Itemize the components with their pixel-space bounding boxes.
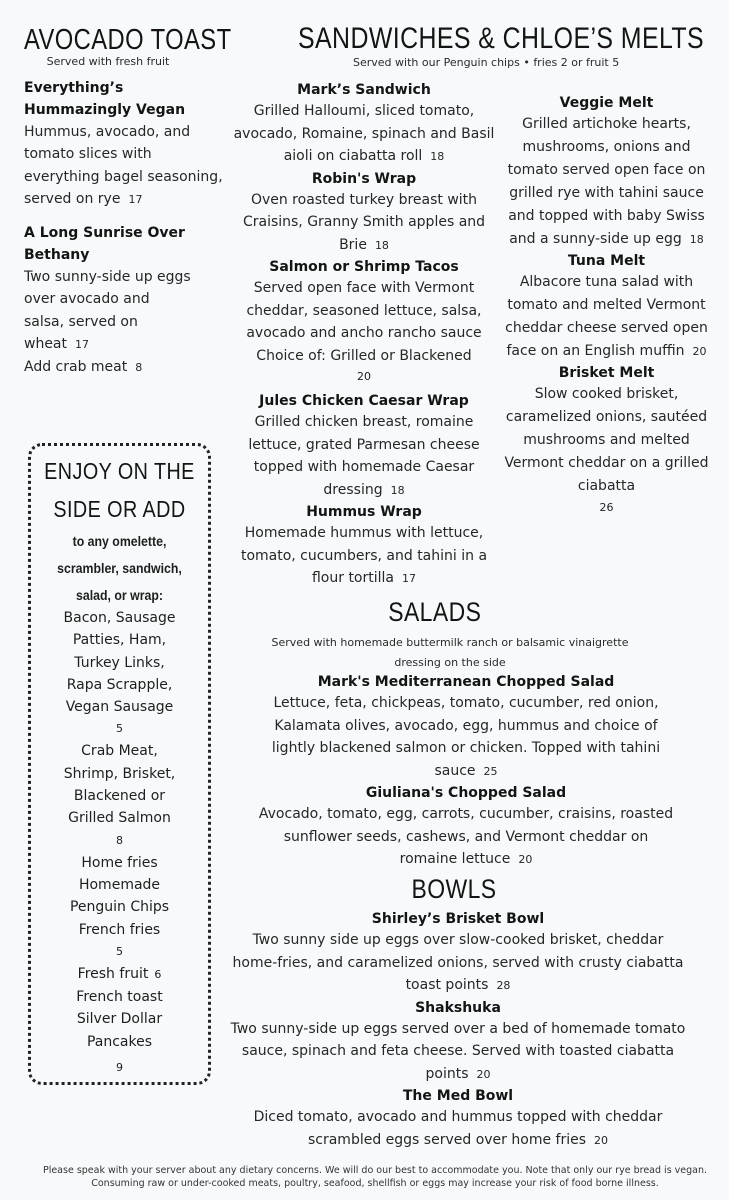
item-price: 25 bbox=[483, 764, 498, 778]
menu-item bbox=[24, 77, 224, 211]
menu-item bbox=[258, 783, 674, 872]
sides-title: ENJOY ON THE SIDE OR ADD bbox=[44, 458, 195, 522]
menu-item bbox=[233, 391, 495, 502]
item-name: Shakshuka bbox=[415, 999, 501, 1016]
sandwiches-note: Served with our Penguin chips • fries 2 or fruit 5 bbox=[353, 56, 620, 69]
item-description: Grilled chicken breast, romaine lettuce, grated Parmesan cheese topped with homemade Caesar dressing 18 bbox=[248, 414, 480, 498]
salads-note: Served with homemade buttermilk ranch or balsamic vinaigrette dressing on the side bbox=[271, 636, 629, 669]
sides-price: 5 bbox=[116, 944, 123, 958]
item-name: The Med Bowl bbox=[402, 1088, 514, 1104]
item-name: Salmon or Shrimp Tacos bbox=[269, 259, 459, 275]
sides-price: 8 bbox=[116, 833, 123, 847]
item-description: Two sunny-side up eggs over avocado and salsa, served on wheat 17 bbox=[24, 269, 191, 353]
sides-group: Bacon, Sausage Patties, Ham, Turkey Links, Rapa Scrapple, Vegan Sausage 5 bbox=[31, 607, 208, 740]
addon-price: 8 bbox=[135, 361, 143, 375]
footer-line: Consuming raw or under-cooked meats, poultry, seafood, shellfish or eggs may increase your risk of food borne illness. bbox=[91, 1178, 659, 1189]
sandwiches-right-column bbox=[504, 93, 709, 518]
item-price: 18 bbox=[689, 233, 704, 246]
item-name: Tuna Melt bbox=[567, 253, 646, 269]
item-description: Slow cooked brisket, caramelized onions, sautéed mushrooms and melted Vermont cheddar on a grilled ciabatta bbox=[504, 386, 709, 494]
item-price: 18 bbox=[374, 238, 389, 252]
menu-item bbox=[233, 80, 495, 169]
sides-price: 6 bbox=[154, 967, 162, 981]
menu-item bbox=[228, 998, 688, 1087]
item-description: Served open face with Vermont cheddar, seasoned lettuce, salsa, avocado and ancho rancho sauce Choice of: Grilled or Blackened bbox=[246, 280, 482, 364]
item-name: Veggie Melt bbox=[559, 95, 654, 111]
footer-disclaimer bbox=[30, 1164, 720, 1190]
item-description: Grilled artichoke hearts, mushrooms, onions and tomato served open face on grilled rye with tahini sauce and topped with baby Swiss and a sunny-side up egg 18 bbox=[507, 116, 706, 247]
sides-price: 5 bbox=[116, 722, 123, 736]
salads-section bbox=[258, 672, 674, 872]
item-price: 20 bbox=[357, 370, 371, 383]
item-name: A Long Sunrise Over Bethany bbox=[24, 225, 185, 264]
item-description: Grilled Halloumi, sliced tomato, avocado, Romaine, spinach and Basil aioli on ciabatta roll 18 bbox=[233, 103, 495, 164]
bowls-section bbox=[228, 909, 688, 1152]
item-price: 17 bbox=[75, 338, 90, 352]
item-price: 17 bbox=[128, 192, 143, 206]
item-name: Jules Chicken Caesar Wrap bbox=[259, 393, 469, 409]
item-name: Everything’s Hummazingly Vegan bbox=[24, 80, 186, 118]
sides-subtitle: to any omelette, scrambler, sandwich, salad, or wrap: bbox=[57, 533, 182, 603]
item-price: 20 bbox=[476, 1067, 491, 1081]
item-name: Brisket Melt bbox=[558, 365, 655, 381]
item-description: Two sunny-side up eggs served over a bed of homemade tomato sauce, spinach and feta cheese. Served with toasted ciabatta points 20 bbox=[230, 1020, 686, 1082]
item-name: Robin's Wrap bbox=[311, 170, 417, 187]
avocado-toast-section bbox=[24, 24, 232, 380]
sides-box bbox=[28, 443, 211, 1085]
item-description: Lettuce, feta, chickpeas, tomato, cucumber, red onion, Kalamata olives, avocado, egg, hummus and choice of lightly blackened salmon or chicken. Topped with tahini sauce 25 bbox=[271, 695, 661, 779]
menu-item bbox=[504, 363, 709, 518]
menu-item bbox=[24, 222, 224, 380]
item-name: Mark's Mediterranean Chopped Salad bbox=[317, 674, 615, 690]
item-price: 18 bbox=[430, 150, 445, 163]
item-description: Oven roasted turkey breast with Craisins, Granny Smith apples and Brie 18 bbox=[242, 191, 486, 253]
menu-item bbox=[504, 93, 709, 251]
item-price: 28 bbox=[496, 979, 511, 992]
item-price: 20 bbox=[594, 1133, 608, 1147]
item-description: Diced tomato, avocado and hummus topped with cheddar scrambled eggs served over home fries 20 bbox=[253, 1109, 663, 1148]
sides-fruit: Fresh fruit 6 bbox=[77, 965, 162, 982]
item-price: 20 bbox=[692, 345, 707, 358]
sandwiches-title: SANDWICHES & CHLOE’S MELTS bbox=[298, 22, 705, 55]
item-price: 17 bbox=[402, 572, 416, 585]
menu-item bbox=[233, 169, 495, 258]
sides-price: 9 bbox=[116, 1061, 123, 1075]
item-price: 26 bbox=[599, 501, 614, 514]
menu-item bbox=[228, 909, 688, 998]
item-description: Two sunny side up eggs over slow-cooked brisket, cheddar home-fries, and caramelized onions, served with crusty ciabatta toast points 28 bbox=[232, 932, 684, 993]
footer-line: Please speak with your server about any dietary concerns. We will do our best to accommodate you. Note that only our rye bread is vegan. bbox=[42, 1165, 708, 1176]
item-name: Hummus Wrap bbox=[306, 504, 422, 520]
menu-item bbox=[228, 1086, 688, 1152]
item-price: 18 bbox=[390, 483, 405, 497]
menu-item bbox=[233, 502, 495, 591]
addon-crab: Add crab meat 8 bbox=[24, 359, 143, 376]
menu-item bbox=[504, 251, 709, 363]
sides-group: Home fries Homemade Penguin Chips French fries 5 bbox=[31, 852, 208, 963]
avocado-toast-note: Served with fresh fruit bbox=[46, 55, 170, 68]
bowls-title: BOWLS bbox=[411, 874, 498, 904]
item-name: Shirley’s Brisket Bowl bbox=[371, 911, 545, 927]
menu-item bbox=[233, 257, 495, 387]
item-name: Mark’s Sandwich bbox=[297, 82, 431, 98]
item-description: Avocado, tomato, egg, carrots, cucumber, craisins, roasted sunflower seeds, cashews, and Vermont cheddar on romaine lettuce 20 bbox=[258, 806, 674, 867]
item-description: Albacore tuna salad with tomato and melted Vermont cheddar cheese served open face on an English muffin 20 bbox=[505, 274, 708, 359]
avocado-toast-title: AVOCADO TOAST bbox=[24, 24, 232, 56]
menu-item bbox=[258, 672, 674, 783]
sandwiches-left-column bbox=[233, 80, 495, 591]
sides-group: Crab Meat, Shrimp, Brisket, Blackened or Grilled Salmon 8 bbox=[31, 740, 208, 851]
salads-title: SALADS bbox=[387, 597, 482, 627]
item-description: Hummus, avocado, and tomato slices with everything bagel seasoning, served on rye 17 bbox=[24, 124, 223, 207]
item-description: Homemade hummus with lettuce, tomato, cucumbers, and tahini in a flour tortilla 17 bbox=[240, 525, 488, 586]
item-name: Giuliana's Chopped Salad bbox=[365, 785, 567, 801]
sides-group: French toast Silver Dollar Pancakes 9 bbox=[31, 986, 208, 1079]
item-price: 20 bbox=[518, 853, 533, 866]
